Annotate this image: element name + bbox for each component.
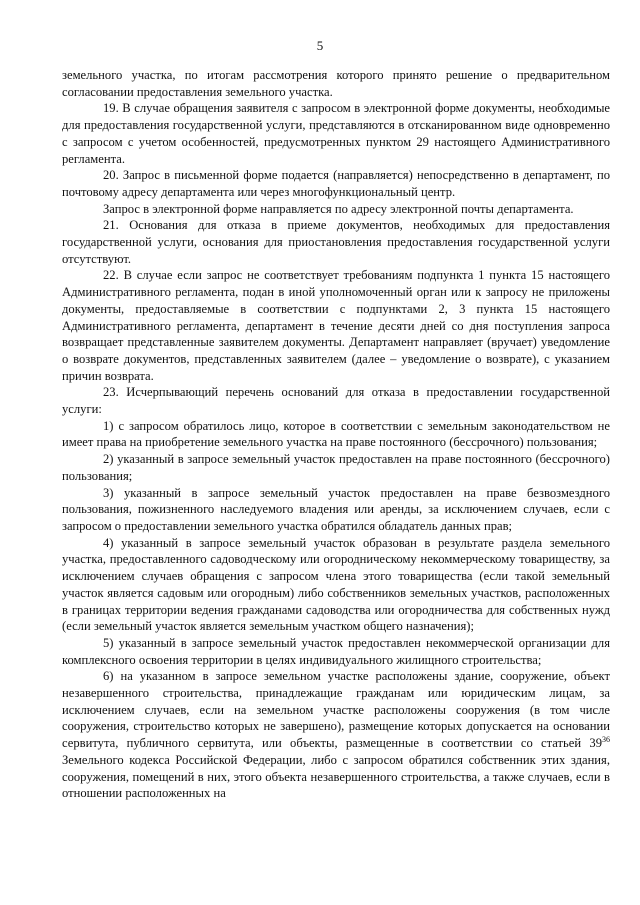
- paragraph-22: 22. В случае если запрос не соответствует требованиям подпункта 1 пункта 15 настоящего Административного регламента, подан в иной уполномоченный орган или к запросу не приложены документы, предоставляемые в соответствии с подпунктами 2, 3 пункта 15 настоящего Административного регламента, департамент в течение десяти дней со дня поступления запроса возвращает представленные заявителем документы. Департамент направляет (вручает) уведомление о возврате документов, представленных заявителем (далее – уведомление о возврате), с указанием причин возврата.: [62, 268, 610, 383]
- paragraph-20: 20. Запрос в письменной форме подается (направляется) непосредственно в департамент, по почтовому адресу департамента или через многофункциональный центр.: [62, 168, 610, 199]
- page-number: 5: [316, 38, 324, 53]
- paragraph-23-item-4: 4) указанный в запросе земельный участок образован в результате раздела земельного участка, предоставленного садоводческому или огородническому некоммерческому товариществу, за исключением случаев обращения с запросом члена этого товарищества (если такой земельный участок является садовым или огородным) либо собственников земельных участков, расположенных в границах территории ведения гражданами садоводства или огородничества для собственных нужд (если земельный участок является земельным участком общего назначения);: [62, 535, 610, 634]
- paragraph-21: 21. Основания для отказа в приеме документов, необходимых для предоставления государственной услуги, основания для приостановления предоставления государственной услуги отсутствуют.: [62, 218, 610, 266]
- paragraph-19: 19. В случае обращения заявителя с запросом в электронной форме документы, необходимые для предоставления государственной услуги, представляются в отсканированном виде одновременно с запросом с учетом особенностей, предусмотренных пунктом 29 настоящего Административного регламента.: [62, 101, 610, 166]
- item-6-text-before: 6) на указанном в запросе земельном участке расположены здание, сооружение, объект незавершенного строительства, принадлежащие гражданам или юридическим лицам, за исключением случаев, если на земельном участке расположены сооружения (в том числе сооружения, строительство которых не завершено), размещение которых допускается на основании сервитута, публичного сервитута, или объекты, размещенные в соответствии со статьей 39: [62, 669, 610, 751]
- paragraph-20-electronic: Запрос в электронной форме направляется по адресу электронной почты департамента.: [103, 201, 574, 216]
- document-body: [62, 67, 610, 802]
- item-6-text-after: Земельного кодекса Российской Федерации, либо с запросом обратился собственник этих здания, сооружения, помещений в них, этого объекта незавершенного строительства, а также случаев, если в отношении расположенных на: [62, 752, 610, 801]
- article-superscript: 36: [602, 734, 610, 744]
- paragraph-23: 23. Исчерпывающий перечень оснований для отказа в предоставлении государственной услуги:: [62, 385, 610, 417]
- paragraph-23-item-1: 1) с запросом обратилось лицо, которое в соответствии с земельным законодательством не имеет права на приобретение земельного участка на праве постоянного (бессрочного) пользования;: [62, 418, 610, 450]
- paragraph-23-item-3: 3) указанный в запросе земельный участок предоставлен на праве безвозмездного пользования, пожизненного наследуемого владения или аренды, за исключением случаев, если с запросом о предоставлении земельного участка обратился обладатель данных прав;: [62, 485, 610, 533]
- paragraph-23-item-6: [62, 668, 610, 802]
- paragraph-23-item-2: 2) указанный в запросе земельный участок предоставлен на праве постоянного (бессрочного) пользования;: [62, 452, 610, 483]
- paragraph-continuation: земельного участка, по итогам рассмотрения которого принято решение о предварительном согласовании предоставления земельного участка.: [62, 68, 610, 99]
- paragraph-23-item-5: 5) указанный в запросе земельный участок предоставлен некоммерческой организации для комплексного освоения территории в целях индивидуального жилищного строительства;: [62, 635, 610, 667]
